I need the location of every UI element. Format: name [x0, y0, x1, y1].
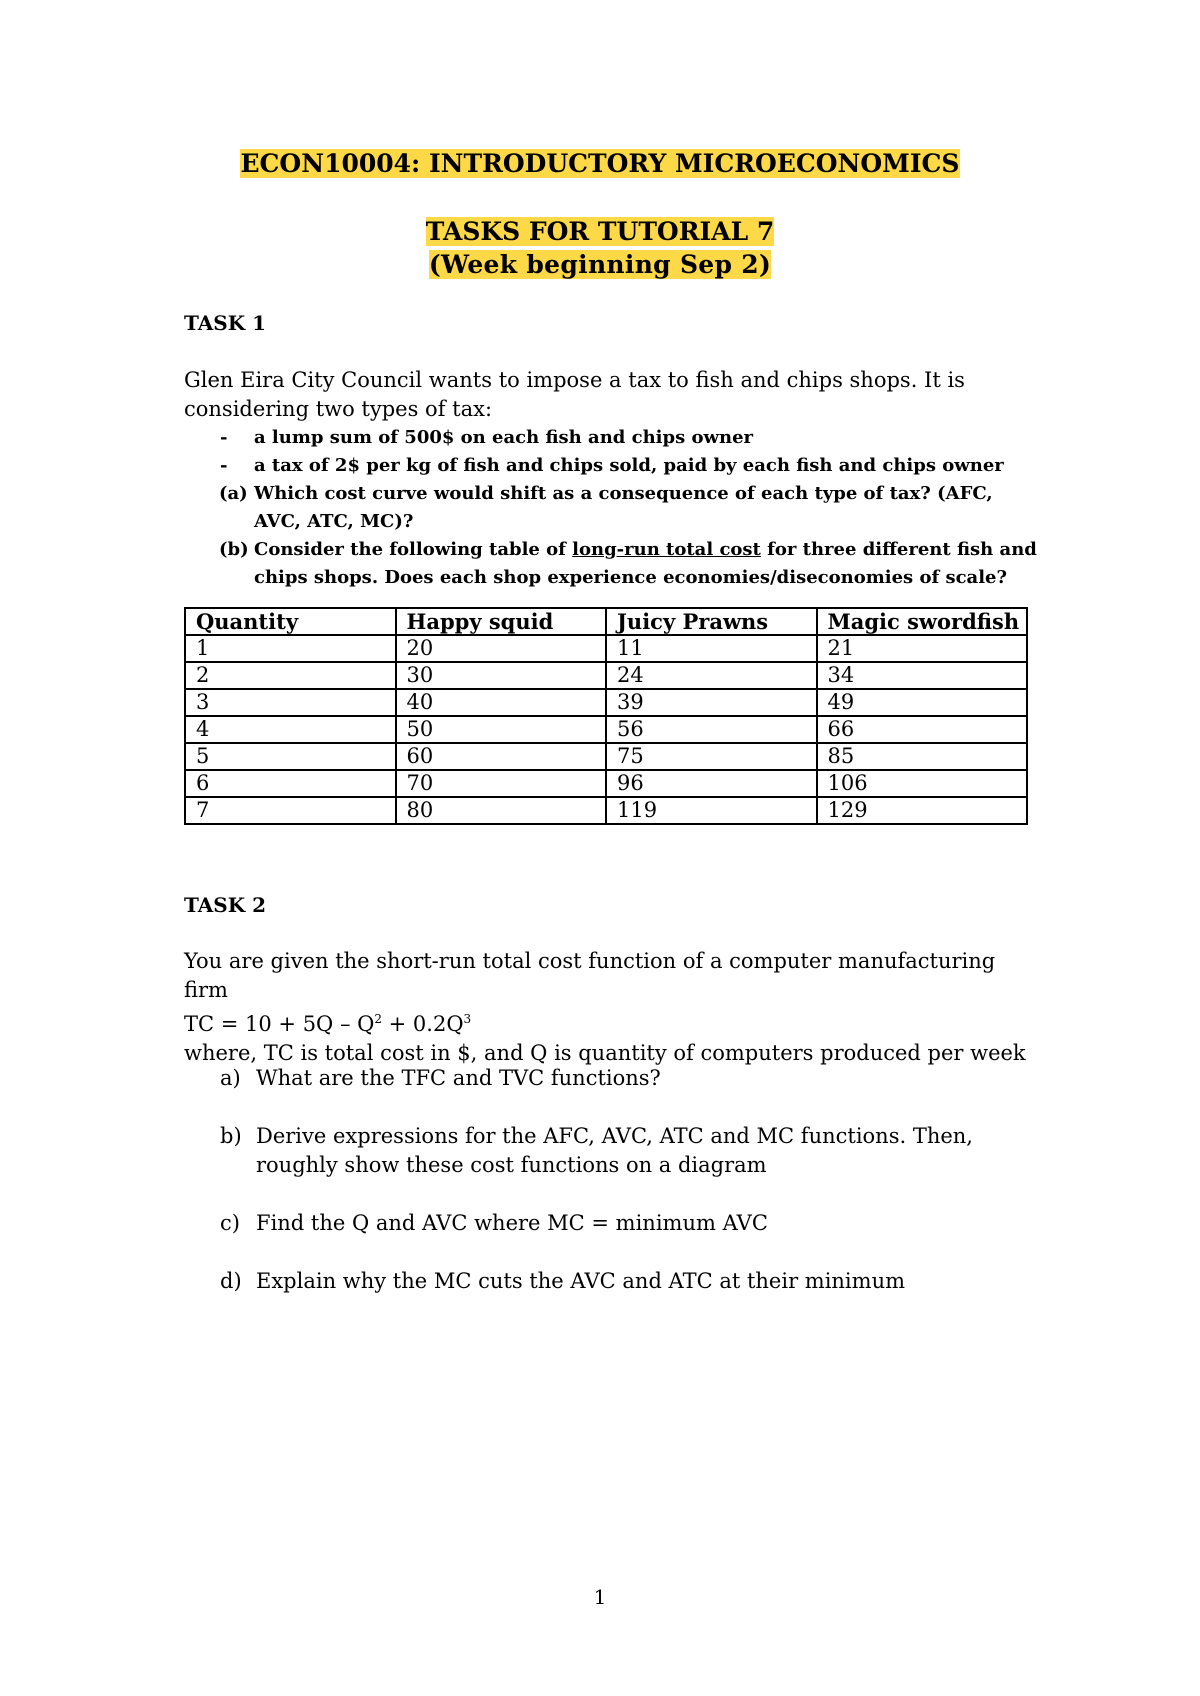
- question-a: [184, 480, 1044, 536]
- table-cell: 60: [396, 743, 607, 770]
- tax-option-per-kg: a tax of 2$ per kg of fish and chips sold, paid by each fish and chips owner: [254, 455, 1004, 476]
- table-cell: 34: [817, 662, 1028, 689]
- table-header-row: [185, 608, 1027, 635]
- question-marker: c): [220, 1211, 240, 1235]
- table-cell: 40: [396, 689, 607, 716]
- table-cell: 106: [817, 770, 1028, 797]
- table-cell: 11: [606, 635, 817, 662]
- underlined-term: long-run total cost: [572, 539, 761, 560]
- question-text: Which cost curve would shift as a consequence of each type of tax? (AFC, AVC, ATC, MC)?: [254, 483, 993, 532]
- table-row: [185, 743, 1027, 770]
- table-cell: 75: [606, 743, 817, 770]
- column-header: Magic swordfish: [817, 608, 1028, 635]
- week-subtitle: (Week beginning Sep 2): [428, 250, 772, 279]
- table-cell: 96: [606, 770, 817, 797]
- question-b: [184, 536, 1044, 592]
- table-cell: 70: [396, 770, 607, 797]
- task2-heading: TASK 2: [184, 893, 267, 917]
- table-cell: 119: [606, 797, 817, 824]
- question-text: Derive expressions for the AFC, AVC, ATC and MC functions. Then, roughly show these cost functions on a diagram: [256, 1124, 973, 1177]
- table-cell: 4: [185, 716, 396, 743]
- table-cell: 7: [185, 797, 396, 824]
- table-row: [185, 689, 1027, 716]
- table-cell: 21: [817, 635, 1028, 662]
- tutorial-title: TASKS FOR TUTORIAL 7: [425, 217, 775, 246]
- list-item: [184, 452, 1044, 480]
- table-row: [185, 797, 1027, 824]
- table-row: [185, 662, 1027, 689]
- question-marker: (a): [219, 483, 248, 504]
- table-cell: 3: [185, 689, 396, 716]
- task2-intro-line3: where, TC is total cost in $, and Q is quantity of computers produced per week: [184, 1041, 1026, 1065]
- question-text: Explain why the MC cuts the AVC and ATC at their minimum: [256, 1269, 906, 1293]
- tax-option-lump-sum: a lump sum of 500$ on each fish and chips owner: [254, 427, 754, 448]
- page-number: 1: [593, 1585, 607, 1609]
- task1-intro-line1: Glen Eira City Council wants to impose a tax to fish and chips shops. It is: [184, 368, 965, 392]
- table-cell: 80: [396, 797, 607, 824]
- table-cell: 85: [817, 743, 1028, 770]
- task2-intro-line1: You are given the short-run total cost function of a computer manufacturing firm: [184, 949, 996, 1002]
- table-row: [185, 770, 1027, 797]
- table-cell: 66: [817, 716, 1028, 743]
- question-marker: d): [220, 1269, 242, 1293]
- table-cell: 56: [606, 716, 817, 743]
- list-item: [184, 424, 1044, 452]
- question-marker: b): [220, 1124, 242, 1148]
- document-title: ECON10004: INTRODUCTORY MICROECONOMICS: [240, 149, 960, 178]
- table-cell: 50: [396, 716, 607, 743]
- table-cell: 39: [606, 689, 817, 716]
- question-a: [184, 1064, 1044, 1093]
- table-cell: 5: [185, 743, 396, 770]
- question-text: What are the TFC and TVC functions?: [256, 1066, 661, 1090]
- task1-heading: TASK 1: [184, 311, 267, 335]
- task1-tax-list: [184, 424, 1044, 592]
- column-header: Happy squid: [396, 608, 607, 635]
- question-text: Consider the following table of long-run total cost for three different fish and chips shops. Does each shop experience economies/diseconomies of scale?: [254, 539, 1037, 588]
- total-cost-formula: TC = $10 + 5Q - Q^2 + 0.2Q^3$: [184, 1012, 472, 1036]
- question-b: [184, 1122, 1044, 1180]
- table-cell: 30: [396, 662, 607, 689]
- bullet-marker: -: [220, 455, 228, 476]
- task2-intro: [184, 947, 1044, 1068]
- table-cell: 20: [396, 635, 607, 662]
- table-cell: 2: [185, 662, 396, 689]
- table-cell: 49: [817, 689, 1028, 716]
- question-marker: a): [220, 1066, 241, 1090]
- task2-questions: [184, 1064, 1044, 1296]
- question-d: [184, 1267, 1044, 1296]
- column-header: Quantity: [185, 608, 396, 635]
- question-c: [184, 1209, 1044, 1238]
- bullet-marker: -: [220, 427, 228, 448]
- long-run-cost-table: [184, 607, 1028, 825]
- table-row: [185, 716, 1027, 743]
- table-cell: 24: [606, 662, 817, 689]
- table-cell: 1: [185, 635, 396, 662]
- table-cell: 6: [185, 770, 396, 797]
- task1-intro-line2: considering two types of tax:: [184, 397, 493, 421]
- task1-intro: [184, 366, 1044, 424]
- question-marker: (b): [219, 539, 249, 560]
- question-text: Find the Q and AVC where MC = minimum AVC: [256, 1211, 768, 1235]
- table-row: [185, 635, 1027, 662]
- table-cell: 129: [817, 797, 1028, 824]
- column-header: Juicy Prawns: [606, 608, 817, 635]
